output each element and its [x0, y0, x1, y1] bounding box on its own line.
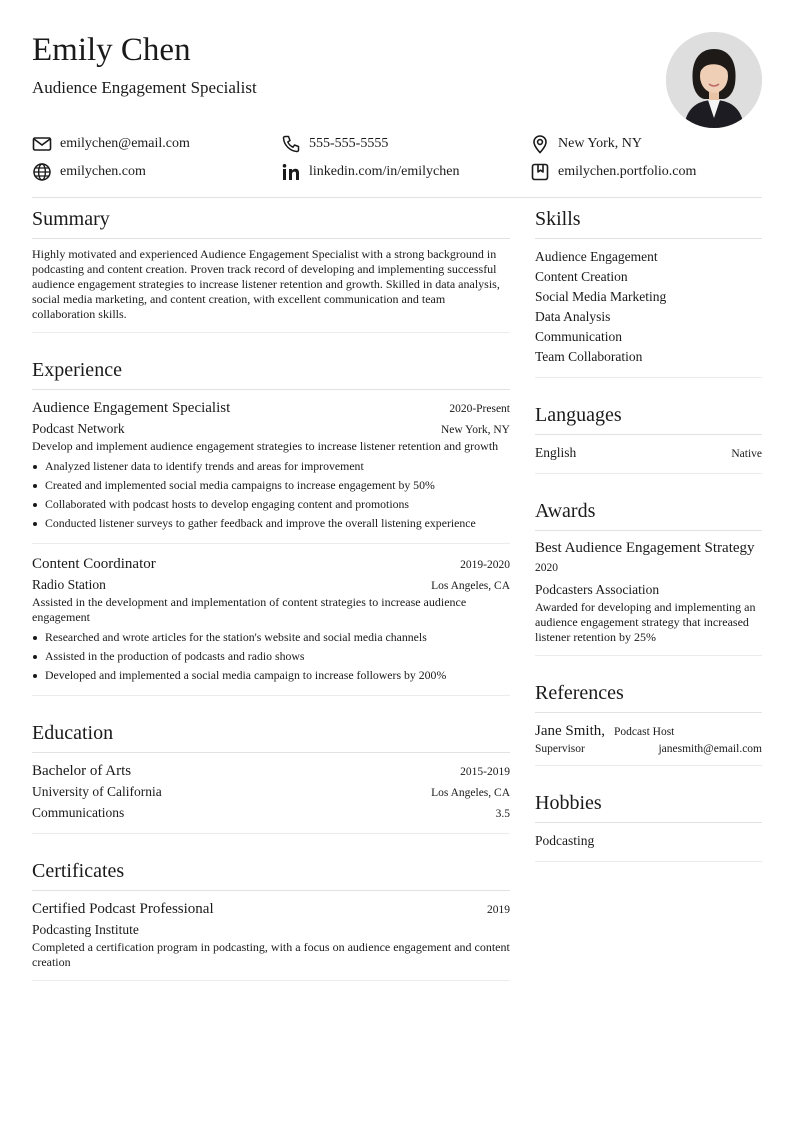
school: University of California [32, 784, 162, 799]
education-heading: Education [32, 712, 510, 753]
award-year: 2020 [535, 562, 558, 574]
reference-role: Podcast Host [614, 726, 675, 738]
skill-item: Team Collaboration [535, 349, 643, 364]
job-bullet: Analyzed listener data to identify trends and areas for improvement [32, 457, 510, 476]
job-role: Audience Engagement Specialist [32, 400, 231, 416]
skill-item: Data Analysis [535, 309, 611, 324]
job-bullet: Assisted in the production of podcasts and radio shows [32, 647, 510, 666]
school-location: Los Angeles, CA [431, 787, 510, 799]
award-name: Best Audience Engagement Strategy [535, 540, 755, 556]
award-description: Awarded for developing and implementing an audience engagement strategy that increased listener retention by 25% [535, 600, 756, 644]
job-bullets [32, 628, 510, 685]
job-company: Podcast Network [32, 421, 125, 436]
job-location: Los Angeles, CA [431, 580, 510, 592]
certificates-heading: Certificates [32, 850, 510, 891]
job-bullet: Created and implemented social media campaigns to increase engagement by 50% [32, 476, 510, 495]
award-issuer: Podcasters Association [535, 582, 660, 597]
person-photo-icon [666, 32, 762, 128]
globe-icon [32, 162, 52, 182]
reference-relation: Supervisor [535, 743, 585, 755]
job-company: Radio Station [32, 577, 106, 592]
skill-item: Social Media Marketing [535, 289, 667, 304]
summary-section [32, 198, 510, 333]
resume-header [32, 0, 762, 130]
experience-item [32, 543, 510, 685]
contact-list [32, 133, 762, 198]
education-section [32, 712, 510, 834]
skills-heading: Skills [535, 198, 762, 239]
resume-body [32, 198, 762, 997]
portfolio-icon [530, 162, 550, 182]
job-dates: 2019-2020 [460, 559, 510, 571]
avatar [666, 32, 762, 128]
phone-icon [281, 134, 301, 154]
language-level: Native [731, 448, 762, 460]
contact-email-text: emilychen@email.com [60, 136, 190, 151]
job-description: Develop and implement audience engagement strategies to increase listener retention and growth [32, 439, 499, 453]
contact-portfolio-text: emilychen.portfolio.com [558, 164, 697, 179]
awards-heading: Awards [535, 490, 762, 531]
job-bullet: Conducted listener surveys to gather feedback and improve the overall listening experience [32, 514, 510, 533]
skill-item: Audience Engagement [535, 249, 658, 264]
skill-item: Communication [535, 329, 622, 344]
job-bullets [32, 457, 510, 533]
hobbies-section [535, 782, 762, 862]
contact-location [530, 133, 762, 155]
experience-item [32, 398, 510, 533]
contact-email[interactable] [32, 133, 281, 155]
left-column [32, 198, 510, 997]
gpa: 3.5 [495, 808, 510, 820]
job-bullet: Developed and implemented a social media campaign to increase followers by 200% [32, 666, 510, 685]
contact-phone[interactable] [281, 133, 530, 155]
job-location: New York, NY [440, 424, 510, 436]
education-dates: 2015-2019 [460, 766, 510, 778]
candidate-title: Audience Engagement Specialist [32, 78, 257, 97]
certificates-section [32, 850, 510, 981]
contact-website[interactable] [32, 161, 281, 183]
certificate-name: Certified Podcast Professional [32, 901, 214, 917]
job-bullet: Collaborated with podcast hosts to develop engaging content and promotions [32, 495, 510, 514]
certificate-description: Completed a certification program in podcasting, with a focus on audience engagement and content creation [32, 940, 510, 969]
candidate-name: Emily Chen [32, 32, 191, 68]
contact-website-text: emilychen.com [60, 164, 146, 179]
linkedin-icon [281, 162, 301, 182]
language-row [535, 443, 762, 463]
languages-heading: Languages [535, 394, 762, 435]
job-bullet: Researched and wrote articles for the station's website and social media channels [32, 628, 510, 647]
mail-icon [32, 134, 52, 154]
experience-section [32, 349, 510, 696]
contact-linkedin-text: linkedin.com/in/emilychen [309, 164, 460, 179]
certificate-year: 2019 [487, 904, 510, 916]
awards-section [535, 490, 762, 656]
contact-location-text: New York, NY [558, 136, 643, 151]
summary-text: Highly motivated and experienced Audience Engagement Specialist with a strong background in podcasting and content creation. Proven track record of developing and implementing successful audience engagement strategies to increase listener retention and growth. Skilled in data analysis, social media marketing, and content creation, with excellent communication and team collaboration skills. [32, 247, 500, 321]
references-section [535, 672, 762, 766]
job-dates: 2020-Present [449, 403, 510, 415]
language-name: English [535, 445, 577, 460]
contact-portfolio[interactable] [530, 161, 762, 183]
hobby-item: Podcasting [535, 833, 595, 848]
contact-phone-text: 555-555-5555 [309, 136, 389, 151]
reference-name: Jane Smith, [535, 723, 605, 739]
degree: Bachelor of Arts [32, 763, 132, 779]
location-icon [530, 134, 550, 154]
certificate-issuer: Podcasting Institute [32, 922, 139, 937]
hobbies-heading: Hobbies [535, 782, 762, 823]
skills-section [535, 198, 762, 378]
field-of-study: Communications [32, 805, 125, 820]
references-heading: References [535, 672, 762, 713]
right-column [535, 198, 762, 997]
contact-linkedin[interactable] [281, 161, 530, 183]
skill-item: Content Creation [535, 269, 628, 284]
reference-email[interactable]: janesmith@email.com [658, 743, 762, 755]
experience-heading: Experience [32, 349, 510, 390]
languages-section [535, 394, 762, 474]
job-role: Content Coordinator [32, 556, 156, 572]
job-description: Assisted in the development and implementation of content strategies to increase audience engagement [32, 595, 467, 624]
summary-heading: Summary [32, 198, 510, 239]
